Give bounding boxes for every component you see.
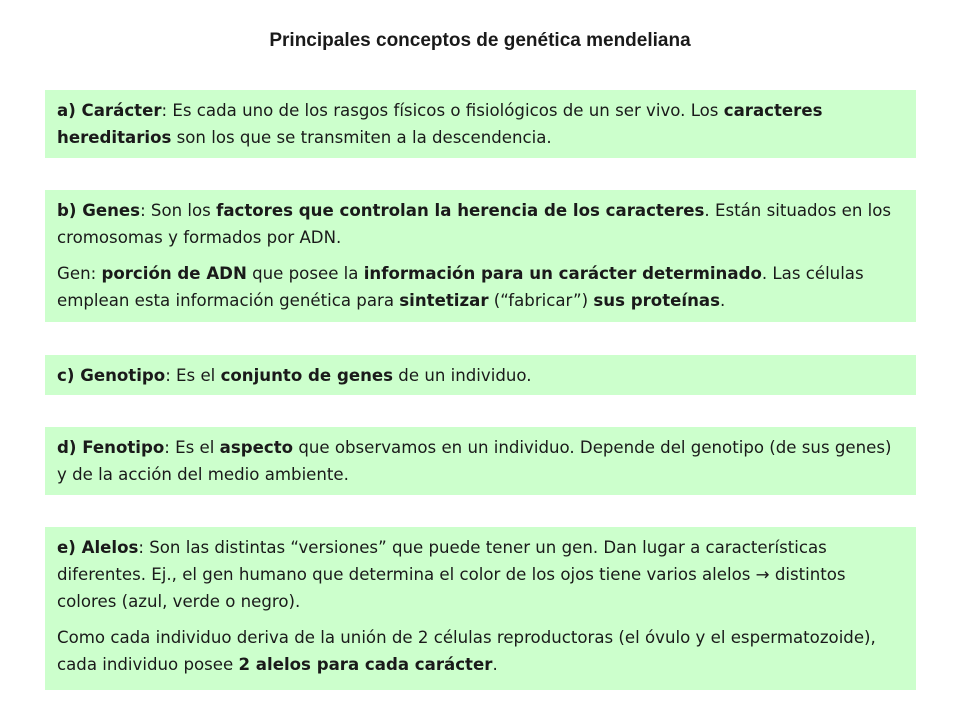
concept-text	[57, 434, 902, 488]
text: .	[719, 291, 726, 310]
term-label: c) Genotipo	[57, 366, 166, 385]
emphasis: aspecto	[219, 438, 294, 457]
concept-box-fenotipo	[45, 427, 916, 495]
text: : Es cada uno de los rasgos físicos o fisiológicos de un ser vivo. Los	[161, 101, 724, 120]
emphasis: sintetizar	[399, 291, 489, 310]
text: . Las células emplean esta información genética para	[57, 264, 864, 310]
text: : Son las distintas “versiones” que puede tener un gen. Dan lugar a características diferentes. Ej., el gen humano que determina el color de los ojos tiene varios alelos → distintos colores (azul, verde o negro).	[57, 538, 846, 611]
text: .	[492, 655, 498, 674]
emphasis: factores que controlan la herencia de los caracteres	[216, 201, 705, 220]
text: : Es el	[165, 366, 221, 385]
text: Gen:	[57, 264, 102, 283]
term-label: e) Alelos	[57, 538, 139, 557]
concept-text	[57, 197, 902, 251]
concept-text	[57, 97, 902, 151]
term-label: b) Genes	[57, 201, 141, 220]
page-title: Principales conceptos de genética mendeliana	[269, 30, 691, 51]
concept-text-2	[57, 260, 902, 314]
concept-text	[57, 362, 902, 389]
concept-box-caracter	[45, 90, 916, 158]
emphasis: 2 alelos para cada carácter	[238, 655, 493, 674]
text: que posee la	[246, 264, 364, 283]
concept-box-genes	[45, 190, 916, 322]
term-label: d) Fenotipo	[57, 438, 165, 457]
concept-box-alelos	[45, 527, 916, 690]
emphasis: porción de ADN	[101, 264, 247, 283]
concept-box-genotipo	[45, 355, 916, 395]
text: de un individuo.	[393, 366, 532, 385]
term-label: a) Carácter	[57, 101, 162, 120]
text: . Están situados en los cromosomas y formados por ADN.	[57, 201, 892, 247]
emphasis: conjunto de genes	[220, 366, 394, 385]
text: : Es el	[164, 438, 220, 457]
text: son los que se transmiten a la descendencia.	[171, 128, 552, 147]
concept-text-2	[57, 624, 902, 678]
concept-text	[57, 534, 902, 615]
text: : Son los	[140, 201, 217, 220]
emphasis: información para un carácter determinado	[363, 264, 762, 283]
text: que observamos en un individuo. Depende del genotipo (de sus genes) y de la acción del medio ambiente.	[57, 438, 892, 484]
emphasis: sus proteínas	[593, 291, 720, 310]
emphasis: caracteres hereditarios	[57, 101, 823, 147]
text: (“fabricar”)	[488, 291, 594, 310]
text: Como cada individuo deriva de la unión de 2 células reproductoras (el óvulo y el espermatozoide), cada individuo posee	[57, 628, 876, 674]
